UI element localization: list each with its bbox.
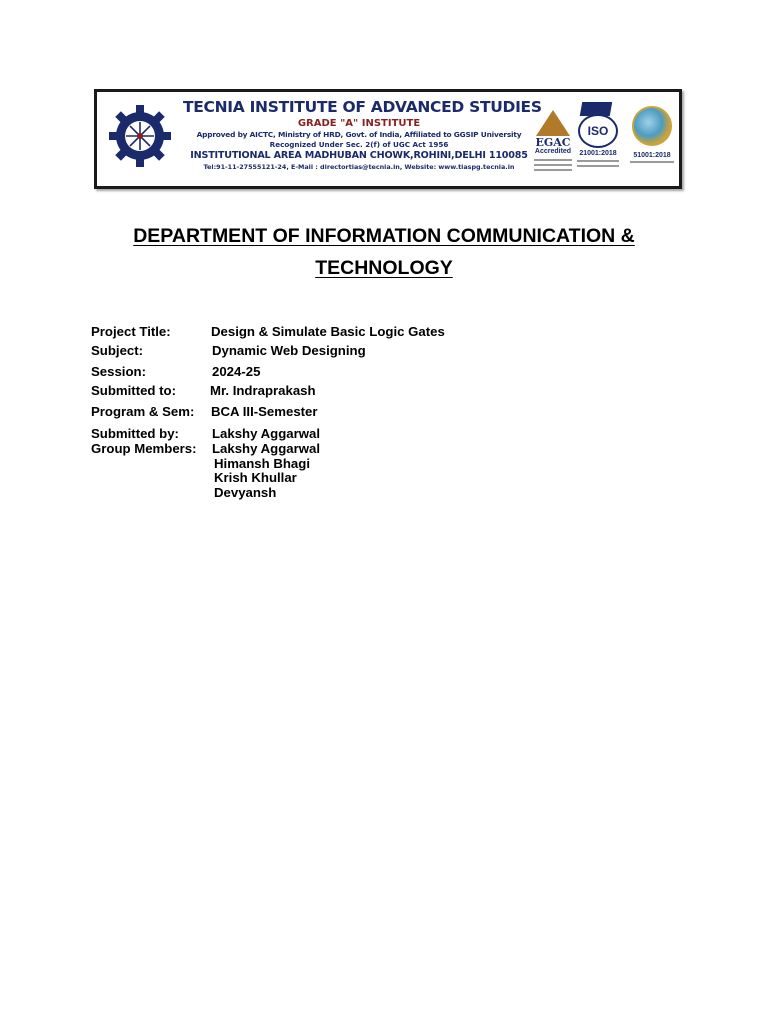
subject-label: Subject:: [91, 343, 144, 358]
iso-seal: [578, 114, 618, 148]
institute-contact: Tel:91-11-27555121-24, E-Mail : directortias@tecnia.in, Website: www.tiaspg.tecnia.in: [203, 163, 515, 171]
institute-header-banner: [94, 89, 682, 189]
subject-value: Dynamic Web Designing: [212, 343, 366, 358]
institute-recognition: Recognized Under Sec. 2(f) of UGC Act 1956: [269, 140, 449, 149]
institute-gear-logo: [109, 105, 171, 167]
institute-address: INSTITUTIONAL AREA MADHUBAN CHOWK,ROHINI,DELHI 110085: [190, 150, 528, 161]
iso-certification-badge: [573, 100, 623, 178]
institute-name: TECNIA INSTITUTE OF ADVANCED STUDIES: [183, 98, 542, 116]
program-sem-label: Program & Sem:: [91, 404, 195, 419]
submitted-by-label: Submitted by:: [91, 426, 179, 441]
group-member-3: Krish Khullar: [214, 470, 297, 485]
egac-emblem-icon: [536, 110, 570, 136]
department-heading-line-2: TECHNOLOGY: [315, 257, 453, 279]
submitted-by-value: Lakshy Aggarwal: [212, 426, 320, 441]
session-label: Session:: [91, 364, 146, 379]
institute-grade: GRADE "A" INSTITUTE: [297, 118, 421, 129]
project-title-label: Project Title:: [91, 324, 171, 339]
second-standard-code: 51001:2018: [633, 152, 671, 159]
session-value: 2024-25: [212, 364, 261, 379]
group-member-4: Devyansh: [214, 485, 277, 500]
institute-approval: Approved by AICTC, Ministry of HRD, Govt. of India, Affiliated to GGSIP University: [196, 130, 522, 139]
iso-standard-code: 21001:2018: [579, 150, 617, 157]
program-sem-value: BCA III-Semester: [211, 404, 318, 419]
department-heading-line-1: DEPARTMENT OF INFORMATION COMMUNICATION &: [133, 225, 635, 247]
accredited-label: Accredited: [534, 148, 572, 155]
iso-label: ISO: [587, 124, 609, 138]
group-members-label: Group Members:: [91, 441, 197, 456]
submitted-to-value: Mr. Indraprakash: [210, 383, 316, 398]
department-heading: [100, 220, 668, 284]
project-title-value: Design & Simulate Basic Logic Gates: [211, 324, 445, 339]
submitted-to-label: Submitted to:: [91, 383, 176, 398]
group-member-1: Lakshy Aggarwal: [212, 441, 320, 456]
globe-seal-icon: [632, 106, 672, 146]
egac-accreditation-badge: [530, 106, 576, 178]
group-member-2: Himansh Bhagi: [214, 456, 310, 471]
egac-label: EGAC: [535, 136, 571, 149]
standard-certification-badge: [627, 104, 677, 176]
